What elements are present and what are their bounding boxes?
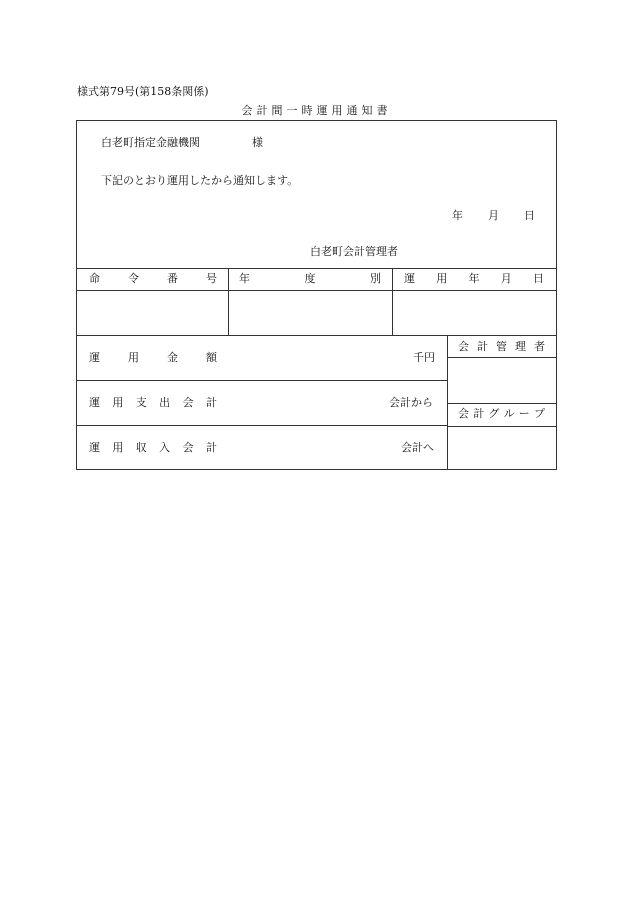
- row-expenditure-suffix: 会計から: [389, 396, 433, 409]
- divider-notice-table: [77, 268, 556, 269]
- notice-form-frame: [76, 120, 557, 470]
- label-char: 会: [458, 340, 469, 353]
- label-char: 者: [534, 340, 545, 353]
- form-title: 会計間一時運用通知書: [241, 104, 392, 117]
- honorific: 様: [252, 136, 263, 149]
- header-char: 日: [533, 272, 544, 285]
- label-char: 計: [477, 340, 488, 353]
- header-char: 運: [404, 272, 415, 285]
- label-char: 計: [473, 407, 485, 420]
- addressee: 白老町指定金融機関: [101, 136, 200, 149]
- approval-manager-label: [458, 340, 545, 354]
- row-amount-unit: 千円: [413, 351, 435, 364]
- label-char: ル: [503, 407, 515, 420]
- label-char: 用: [128, 351, 139, 364]
- header-char: 命: [89, 272, 100, 285]
- row-expenditure-label: [89, 396, 217, 410]
- header-fiscal-year: [239, 272, 381, 286]
- label-char: 会: [458, 407, 469, 420]
- label-char: 用: [112, 396, 124, 409]
- label-char: プ: [533, 407, 545, 420]
- divider-expenditure-row: [77, 425, 447, 426]
- sender-name: 白老町会計管理者: [310, 245, 398, 258]
- divider-manager-seal: [447, 403, 556, 404]
- header-char: 号: [206, 272, 217, 285]
- divider-col-1: [228, 268, 229, 335]
- header-char: 年: [468, 272, 480, 285]
- label-char: 額: [206, 351, 217, 364]
- divider-order-row: [77, 335, 556, 336]
- label-char: 入: [159, 441, 171, 454]
- label-char: 理: [515, 340, 526, 353]
- header-char: 用: [436, 272, 448, 285]
- label-char: 運: [89, 351, 100, 364]
- header-char: 月: [500, 272, 512, 285]
- label-char: 計: [205, 396, 217, 409]
- row-revenue-suffix: 会計へ: [401, 441, 434, 454]
- label-char: 計: [205, 441, 217, 454]
- divider-amount-row: [77, 380, 447, 381]
- divider-header-row: [77, 290, 556, 291]
- header-char: 年: [239, 272, 250, 285]
- header-char: 別: [370, 272, 381, 285]
- label-char: 運: [89, 441, 100, 454]
- form-number: 様式第79号(第158条関係): [77, 85, 209, 98]
- divider-approval-col: [447, 335, 448, 469]
- label-char: 会: [182, 396, 194, 409]
- date-month-label: 月: [488, 209, 499, 222]
- label-char: グ: [488, 407, 500, 420]
- label-char: ー: [518, 407, 530, 420]
- label-char: 出: [159, 396, 171, 409]
- divider-col-2: [392, 268, 393, 335]
- header-char: 番: [167, 272, 178, 285]
- date-day-label: 日: [524, 209, 535, 222]
- row-amount-label: [89, 351, 217, 365]
- divider-group-label: [447, 426, 556, 427]
- label-char: 金: [167, 351, 178, 364]
- date-year-label: 年: [452, 209, 463, 222]
- label-char: 用: [112, 441, 124, 454]
- header-operation-date: [404, 272, 544, 286]
- label-char: 支: [135, 396, 147, 409]
- approval-group-label: [458, 407, 545, 421]
- header-order-number: [89, 272, 217, 286]
- row-revenue-label: [89, 441, 217, 455]
- notice-body-text: 下記のとおり運用したから通知します。: [101, 174, 299, 187]
- label-char: 収: [135, 441, 147, 454]
- header-char: 度: [304, 272, 316, 285]
- header-char: 令: [128, 272, 139, 285]
- label-char: 運: [89, 396, 100, 409]
- label-char: 会: [182, 441, 194, 454]
- label-char: 管: [496, 340, 507, 353]
- divider-manager-label: [447, 357, 556, 358]
